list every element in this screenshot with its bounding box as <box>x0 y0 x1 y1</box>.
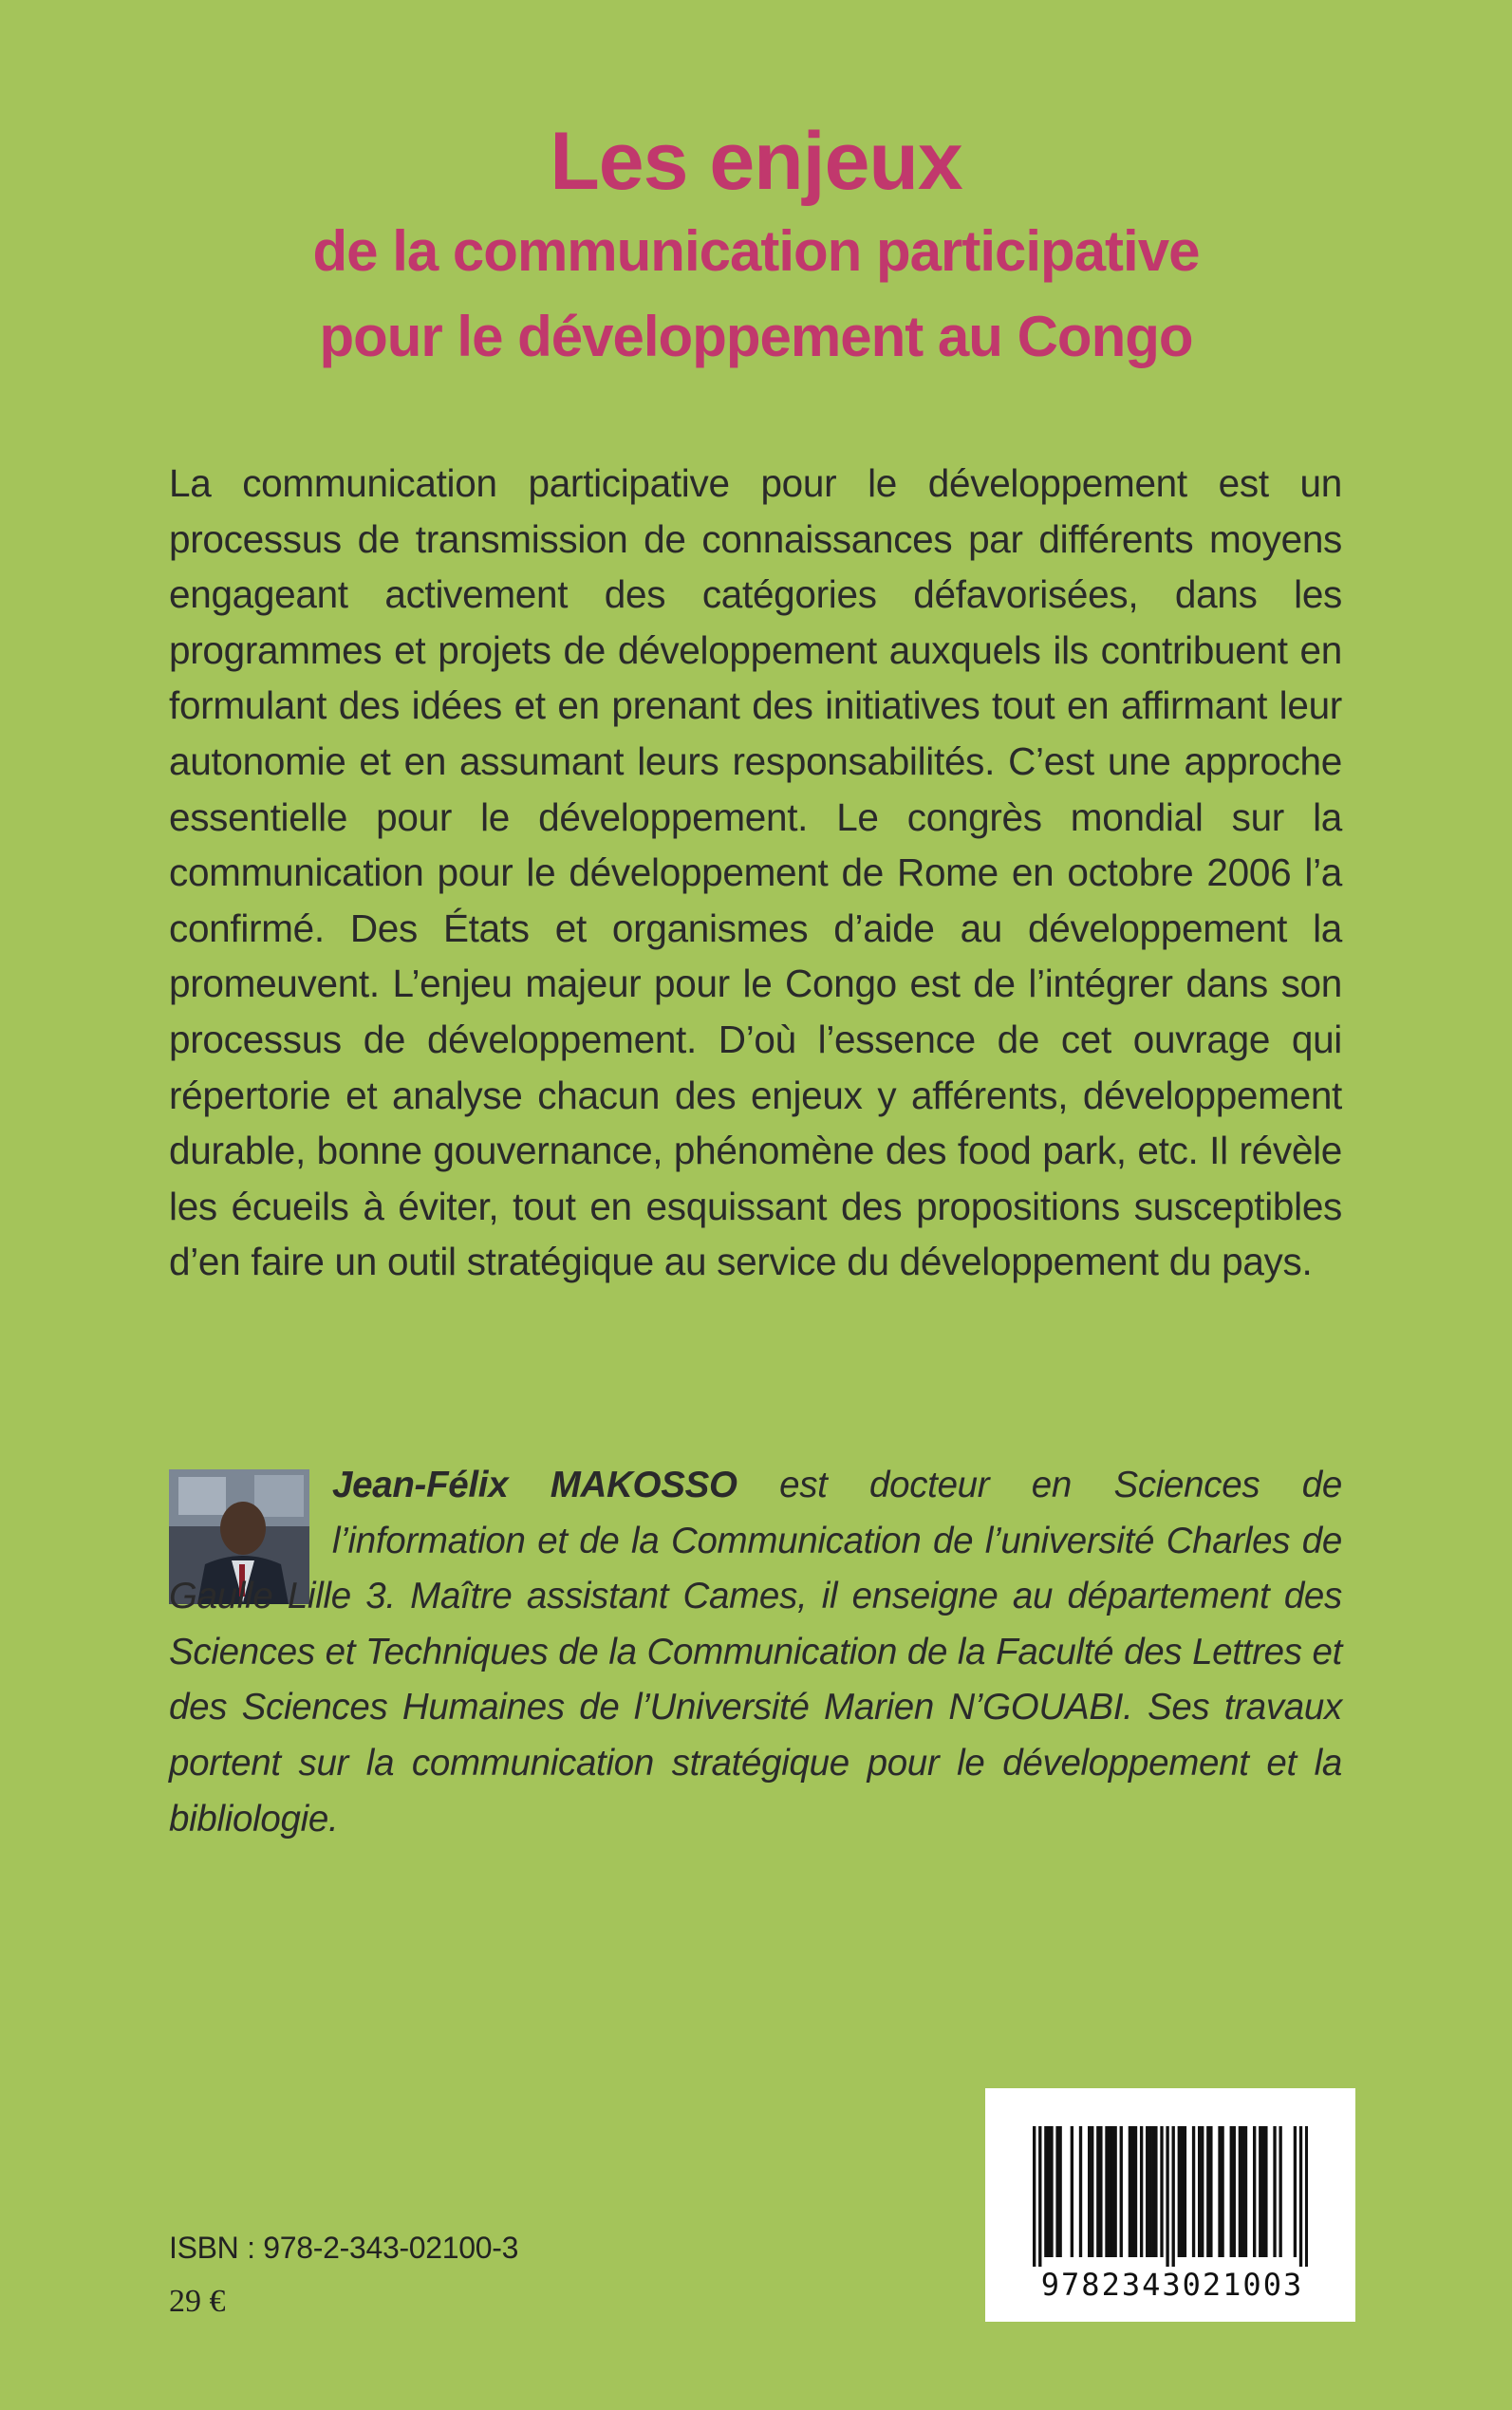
barcode-bar <box>1148 2126 1151 2257</box>
isbn: ISBN : 978-2-343-02100-3 <box>169 2231 519 2265</box>
barcode-bar <box>1259 2126 1261 2257</box>
barcode-bar <box>1105 2126 1108 2257</box>
author-bio-text: est docteur en Sciences de l’information et de la Communication de l’université Charles de Gaulle Lille 3. Maître assistant Cames, il enseigne au département des Sciences et Techniques de la Communication de la Faculté des Lettres et des Sciences Humaines de l’Université Marien N’GOUABI. Ses travaux portent sur la communication stratégique pour le développement et la bibliologie. <box>169 1465 1342 1840</box>
barcode-bar <box>1131 2126 1134 2257</box>
barcode-bar <box>1134 2126 1137 2257</box>
barcode-bar <box>1047 2126 1050 2257</box>
barcode-bar <box>1239 2126 1241 2257</box>
barcode-bar <box>1111 2126 1113 2257</box>
barcode-bar <box>1099 2126 1102 2257</box>
barcode-bar <box>1058 2126 1061 2257</box>
barcode-bar <box>1279 2126 1281 2257</box>
barcode-bar <box>1241 2126 1244 2257</box>
barcode-bar <box>1305 2126 1308 2267</box>
book-title: Les enjeux <box>550 116 962 207</box>
barcode-bar <box>1151 2126 1154 2257</box>
barcode-bar <box>1038 2126 1041 2267</box>
author-name: Jean-Félix MAKOSSO <box>332 1465 737 1505</box>
barcode-digits: 9782343021003 <box>1040 2267 1304 2303</box>
barcode-bar <box>1160 2126 1163 2257</box>
author-bio <box>169 1458 1342 1847</box>
book-subtitle-line-1: de la communication participative <box>312 219 1200 283</box>
barcode-bar <box>1209 2126 1212 2257</box>
barcode-bar <box>1244 2126 1247 2257</box>
barcode-bar <box>1120 2126 1123 2257</box>
barcode-bar <box>1088 2126 1091 2257</box>
barcode-bar <box>1181 2126 1184 2257</box>
price: 29 € <box>169 2284 226 2319</box>
barcode-bar <box>1273 2126 1276 2257</box>
barcode-bar <box>1192 2126 1195 2257</box>
barcode-bar <box>1079 2126 1082 2257</box>
barcode-bar <box>1261 2126 1264 2257</box>
barcode-bar <box>1294 2126 1297 2257</box>
barcode-bar <box>1033 2126 1036 2267</box>
barcode-bar <box>1071 2126 1073 2257</box>
barcode-bar <box>1221 2126 1223 2257</box>
barcode-bars <box>1033 2126 1308 2267</box>
barcode-bar <box>1218 2126 1221 2257</box>
barcode-bar <box>1129 2126 1131 2257</box>
barcode-bar <box>1044 2126 1047 2257</box>
barcode-bar <box>1108 2126 1111 2257</box>
barcode-bar <box>1055 2126 1058 2257</box>
barcode-bar <box>1201 2126 1204 2257</box>
barcode-bar <box>1050 2126 1053 2257</box>
barcode-bar <box>1230 2126 1233 2257</box>
barcode-bar <box>1140 2126 1143 2257</box>
barcode-bar <box>1184 2126 1186 2257</box>
barcode-bar <box>1206 2126 1209 2257</box>
book-title-block <box>0 114 1512 380</box>
barcode-bar <box>1166 2126 1168 2267</box>
book-subtitle-line-2: pour le développement au Congo <box>319 305 1193 368</box>
barcode-bar <box>1154 2126 1157 2257</box>
barcode-bar <box>1178 2126 1181 2257</box>
back-cover-blurb: La communication participative pour le développement est un processus de transmission de connaissances par différents moyens engageant activement des catégories défavorisées, dans les programmes et projets de développement auxquels ils contribuent en formulant des idées et en prenant des initiatives tout en affirmant leur autonomie et en assumant leurs responsabilités. C’est une approche essentielle pour le développement. Le congrès mondial sur la communication pour le développement de Rome en octobre 2006 l’a confirmé. Des États et organismes d’aide au développement la promeuvent. L’enjeu majeur pour le Congo est de l’intégrer dans son processus de développement. D’où l’essence de cet ouvrage qui répertorie et analyse chacun des enjeux y afférents, développement durable, bonne gouvernance, phénomène des food park, etc. Il révèle les écueils à éviter, tout en esquissant des propositions susceptibles d’en faire un outil stratégique au service du développement du pays. <box>169 461 1342 1284</box>
barcode-bar <box>1113 2126 1116 2257</box>
barcode-box <box>985 2088 1355 2322</box>
barcode-bar <box>1146 2126 1148 2257</box>
barcode-bar <box>1091 2126 1093 2257</box>
barcode-bar <box>1096 2126 1099 2257</box>
barcode-bar <box>1172 2126 1175 2267</box>
barcode-bar <box>1264 2126 1267 2257</box>
barcode-bar <box>1233 2126 1236 2257</box>
barcode-bar <box>1198 2126 1201 2257</box>
barcode-bar <box>1299 2126 1302 2267</box>
barcode-bar <box>1253 2126 1256 2257</box>
